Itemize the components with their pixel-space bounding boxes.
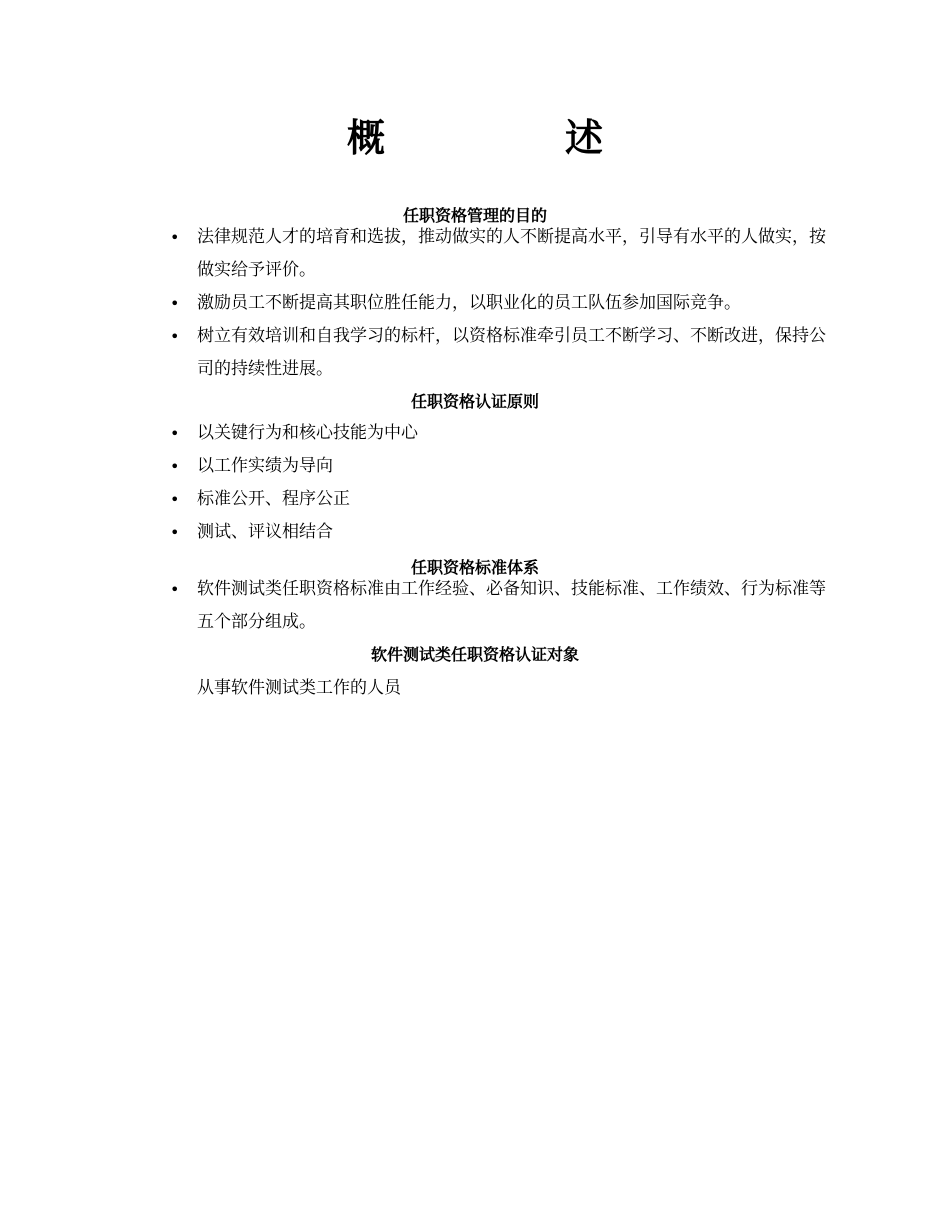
list-item xyxy=(170,221,830,287)
list-item-text: 标准公开、程序公正 xyxy=(197,489,350,509)
bullet-icon: • xyxy=(170,424,180,443)
section-heading-purpose: 任职资格管理的目的 xyxy=(402,206,547,225)
list-item xyxy=(170,417,830,450)
list-item-text: 以工作实绩为导向 xyxy=(197,456,333,476)
list-item xyxy=(170,450,830,483)
bullet-icon: • xyxy=(170,523,180,542)
bullet-icon: • xyxy=(170,294,180,313)
list-item xyxy=(170,516,830,549)
section-heading-standards: 任职资格标准体系 xyxy=(410,558,539,577)
bullet-icon: • xyxy=(170,457,180,476)
section-heading-target: 软件测试类任职资格认证对象 xyxy=(370,645,579,664)
bullet-icon: • xyxy=(170,228,180,247)
list-item xyxy=(170,287,830,320)
target-text: 从事软件测试类工作的人员 xyxy=(197,678,401,698)
principles-list xyxy=(170,417,830,549)
list-item-text: 树立有效培训和自我学习的标杆，以资格标准牵引员工不断学习、不断改进，保持公司的持续性进展。 xyxy=(197,326,826,379)
list-item-text: 激励员工不断提高其职位胜任能力，以职业化的员工队伍参加国际竞争。 xyxy=(197,293,741,313)
standards-list xyxy=(170,573,830,639)
bullet-icon: • xyxy=(170,327,180,346)
purpose-list xyxy=(170,221,830,386)
list-item-text: 法律规范人才的培育和选拔，推动做实的人不断提高水平，引导有水平的人做实，按做实给予评价。 xyxy=(197,227,826,280)
list-item xyxy=(170,573,830,639)
bullet-icon: • xyxy=(170,580,180,599)
title-char-1: 概 xyxy=(346,115,385,160)
title-char-2: 述 xyxy=(565,115,604,160)
bullet-icon: • xyxy=(170,490,180,509)
list-item-text: 测试、评议相结合 xyxy=(197,522,333,542)
section-heading-principles: 任职资格认证原则 xyxy=(410,392,539,411)
list-item xyxy=(170,483,830,516)
list-item xyxy=(170,320,830,386)
list-item-text: 软件测试类任职资格标准由工作经验、必备知识、技能标准、工作绩效、行为标准等五个部分组成。 xyxy=(197,579,826,632)
list-item-text: 以关键行为和核心技能为中心 xyxy=(197,423,418,443)
page-title xyxy=(0,112,950,164)
